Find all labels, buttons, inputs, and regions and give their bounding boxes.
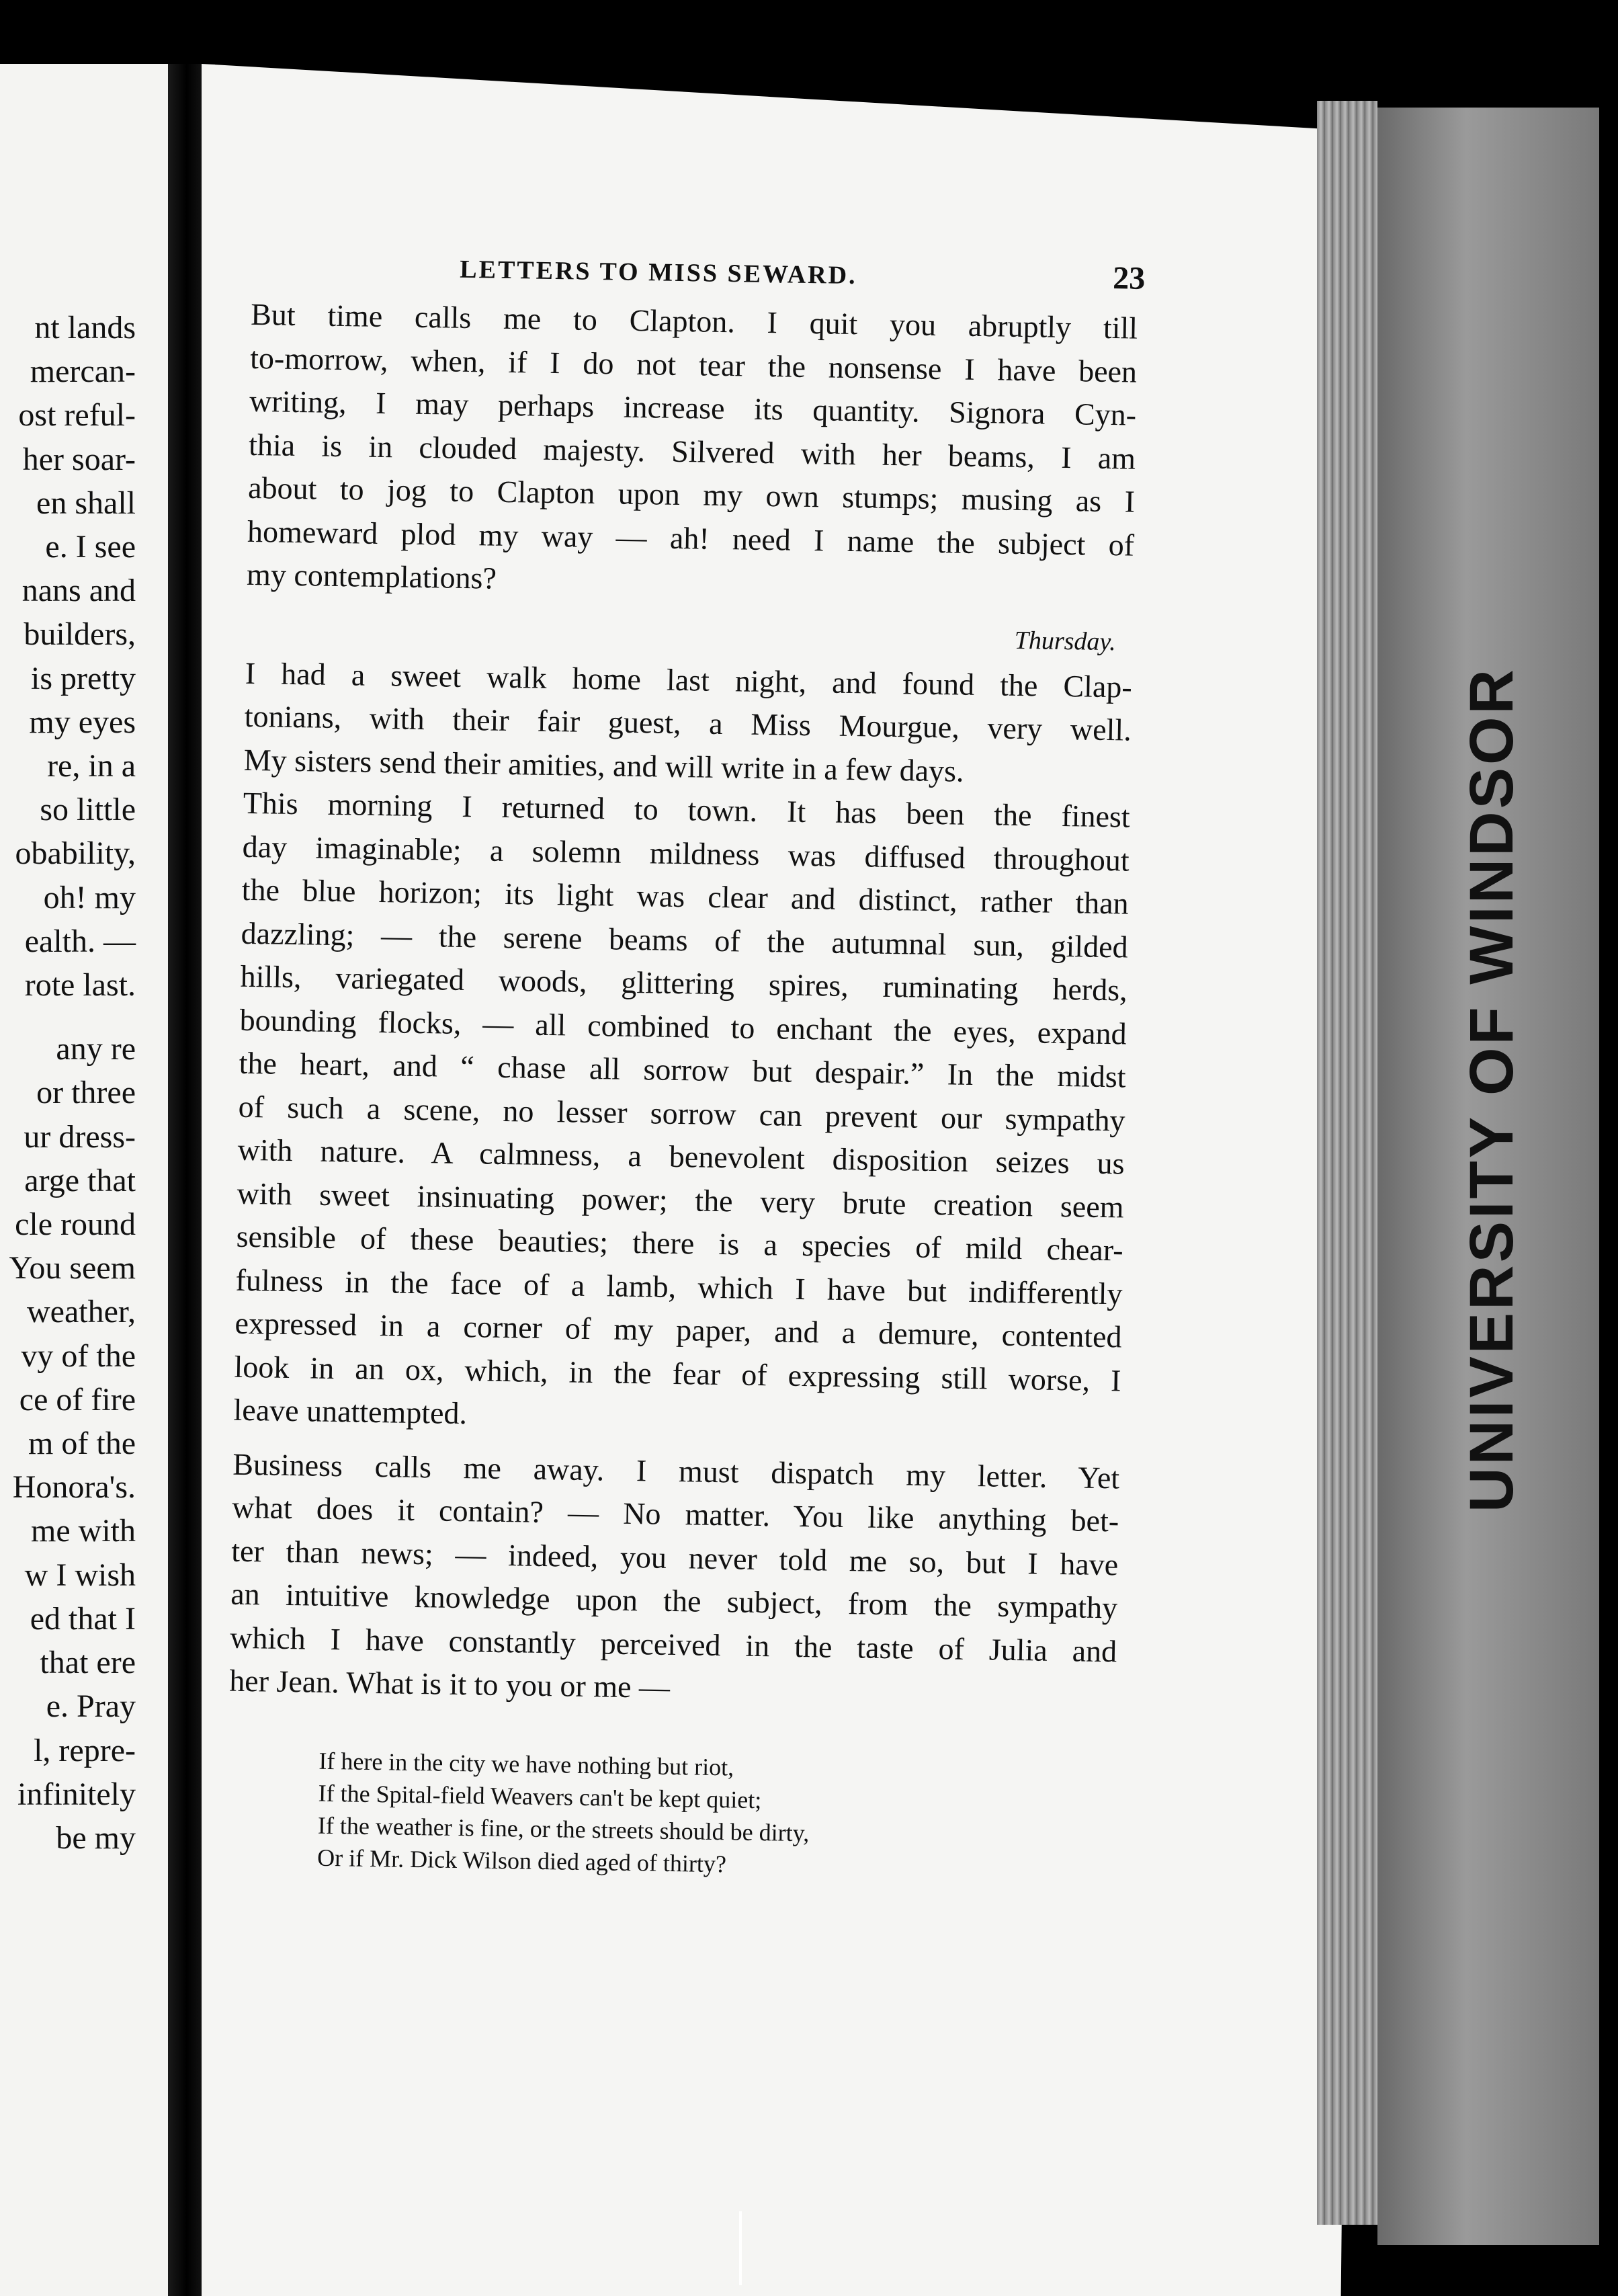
text-line: the blue horizon; its light was clear and distinct, rather than [241, 872, 1130, 921]
text-line: leave unattempted. [233, 1392, 468, 1431]
text-line: sensible of these beauties; there is a species of mild chear- [236, 1219, 1123, 1268]
text-line: an intuitive knowledge upon the subject, from the sympathy [230, 1576, 1118, 1625]
scan-artifact-line [739, 2211, 742, 2285]
verse-line: If the weather is fine, or the streets should be dirty, [317, 1811, 810, 1846]
left-page-line: nt lands [34, 310, 136, 345]
left-page-text [9, 306, 136, 1856]
left-page-line: You seem [9, 1250, 136, 1286]
left-page-line: ur dress- [24, 1118, 136, 1155]
paragraph-3 [193, 781, 1130, 1446]
left-page-line: ealth. — [24, 923, 136, 959]
verse-quotation [317, 1744, 1115, 1886]
left-page-line: re, in a [47, 748, 136, 784]
left-page-line: m of the [28, 1426, 136, 1462]
dateline: Thursday. [1014, 626, 1117, 656]
text-line: her Jean. What is it to you or me — [228, 1663, 671, 1705]
text-line: with sweet insinuating power; the very brute creation seem [237, 1176, 1124, 1224]
text-line: which I have constantly perceived in the taste of Julia and [229, 1620, 1117, 1668]
text-line: I had a sweet walk home last night, and found the Clap- [245, 655, 1133, 704]
left-page-line: infinitely [17, 1776, 136, 1812]
text-line: fulness in the face of a lamb, which I have but indifferently [235, 1262, 1123, 1311]
left-facing-page [0, 64, 168, 2296]
text-line: writing, I may perhaps increase its quantity. Signora Cyn- [249, 383, 1137, 432]
verse-line: Or if Mr. Dick Wilson died aged of thirty? [316, 1844, 727, 1877]
text-line: Business calls me away. I must dispatch my letter. Yet [232, 1446, 1120, 1495]
left-page-line: arge that [24, 1162, 136, 1198]
text-line: expressed in a corner of my paper, and a demure, contented [235, 1305, 1122, 1354]
verse-line: If here in the city we have nothing but riot, [318, 1747, 734, 1780]
left-page-line: Honora's. [12, 1469, 136, 1506]
left-page-line: e. I see [45, 529, 136, 565]
text-line: homeward plod my way — ah! need I name the subject of [247, 514, 1135, 563]
left-page-line: my eyes [29, 704, 136, 740]
left-page-line: be my [56, 1819, 136, 1856]
left-page-line: ce of fire [19, 1381, 136, 1418]
text-line: bounding flocks, — all combined to enchant the eyes, expand [239, 1002, 1127, 1051]
text-line: But time calls me to Clapton. I quit you abruptly till [250, 296, 1138, 345]
left-page-line: en shall [36, 485, 136, 521]
left-page-line: her soar- [22, 441, 136, 477]
left-page-line: so little [40, 792, 136, 828]
left-page-line: any re [56, 1031, 136, 1067]
text-line: to-morrow, when, if I do not tear the nonsense I have been [249, 340, 1138, 389]
text-line: of such a scene, no lesser sorrow can prevent our sympathy [238, 1089, 1125, 1138]
paragraph-1 [206, 292, 1138, 610]
text-line: ter than news; — indeed, you never told me so, but I have [230, 1533, 1119, 1582]
text-line: thia is in clouded majesty. Silvered with her beams, I am [248, 427, 1136, 476]
text-line: the heart, and “ chase all sorrow but despair.” In the midst [239, 1045, 1126, 1094]
running-head-title: LETTERS TO MISS SEWARD. [459, 255, 857, 290]
text-line: tonians, with their fair guest, a Miss Mourgue, very well. [244, 698, 1132, 747]
right-page-text [186, 239, 1146, 1886]
text-line: hills, variegated woods, glittering spires, ruminating herds, [240, 958, 1128, 1008]
text-line: my contemplations? [246, 557, 497, 596]
page-number: 23 [1112, 260, 1146, 296]
paragraph-4 [189, 1442, 1120, 1717]
left-page-line: oh! my [43, 879, 136, 915]
left-page-line: ed that I [30, 1600, 136, 1637]
page-edges [1317, 101, 1377, 2225]
verse-line: If the Spital-field Weavers can't be kept quiet; [318, 1779, 762, 1813]
left-page-line: ost reful- [18, 397, 136, 434]
left-page-line: builders, [24, 616, 136, 653]
spine-label: UNIVERSITY OF WINDSOR [1457, 667, 1526, 1512]
left-page-line: is pretty [31, 660, 136, 696]
text-line: with nature. A calmness, a benevolent disposition seizes us [237, 1132, 1125, 1181]
left-page-line: vy of the [21, 1338, 136, 1374]
left-page-line: or three [36, 1075, 136, 1111]
left-page-line: that ere [40, 1645, 136, 1681]
left-page-line: nans and [22, 573, 136, 609]
left-page-line: cle round [15, 1206, 136, 1243]
left-page-line: l, repre- [34, 1732, 136, 1768]
text-line: My sisters send their amities, and will write in a few days. [243, 742, 964, 788]
left-page-line: e. Pray [46, 1688, 136, 1725]
text-line: This morning I returned to town. It has been the finest [243, 785, 1131, 834]
text-line: look in an ox, which, in the fear of expressing still worse, I [234, 1349, 1121, 1397]
left-page-line: weather, [27, 1294, 136, 1330]
paragraph-2 [203, 651, 1132, 795]
text-line: dazzling; — the serene beams of the autumnal sun, gilded [241, 915, 1129, 965]
left-page-line: mercan- [30, 354, 136, 390]
text-line: day imaginable; a solemn mildness was diffused throughout [242, 829, 1130, 878]
left-page-line: w I wish [24, 1557, 136, 1593]
left-page-line: me with [31, 1513, 136, 1549]
text-line: about to jog to Clapton upon my own stumps; musing as I [247, 470, 1136, 519]
text-line: what does it contain? — No matter. You like anything bet- [231, 1489, 1119, 1539]
left-page-line: obability, [15, 835, 136, 872]
left-page-line: rote last. [24, 967, 136, 1003]
